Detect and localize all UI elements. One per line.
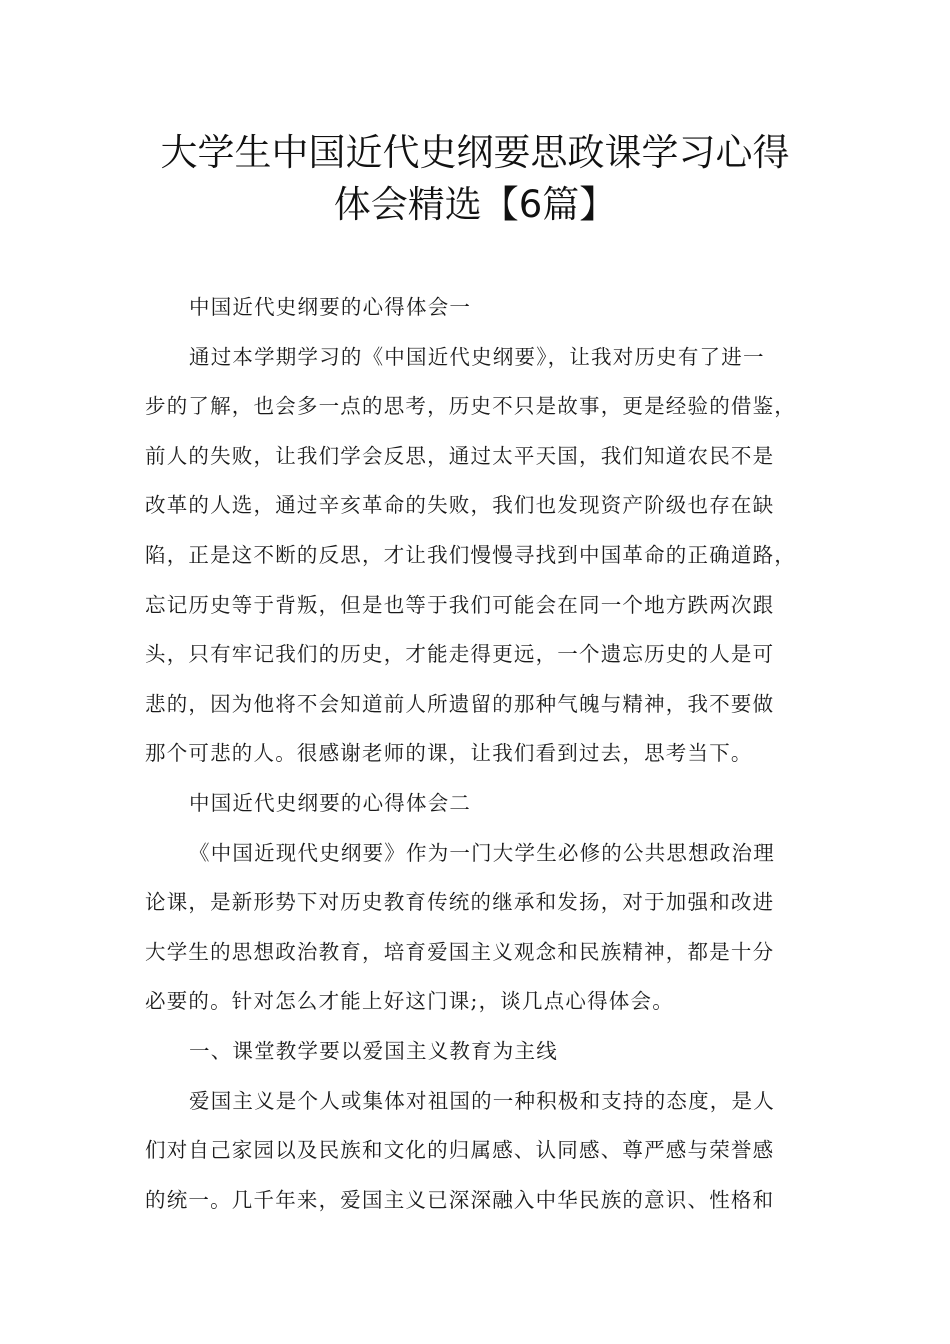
body-line: 那个可悲的人。很感谢老师的课，让我们看到过去，思考当下。 (145, 741, 753, 766)
body-line: 忘记历史等于背叛，但是也等于我们可能会在同一个地方跌两次跟 (145, 592, 775, 617)
body-line: 《中国近现代史纲要》作为一门大学生必修的公共思想政治理 (189, 840, 775, 865)
body-line: 改革的人选，通过辛亥革命的失败，我们也发现资产阶级也存在缺 (145, 493, 775, 518)
body-line: 通过本学期学习的《中国近代史纲要》，让我对历史有了进一 (189, 344, 765, 369)
document-title-line-1: 大学生中国近代史纲要思政课学习心得 (160, 131, 790, 174)
body-line: 头，只有牢记我们的历史，才能走得更远，一个遗忘历史的人是可 (145, 642, 775, 667)
document-body (145, 283, 825, 1225)
body-line: 们对自己家园以及民族和文化的归属感、认同感、尊严感与荣誉感 (145, 1138, 775, 1163)
body-line: 爱国主义是个人或集体对祖国的一种积极和支持的态度，是人 (189, 1088, 775, 1113)
body-line: 必要的。针对怎么才能上好这门课;，谈几点心得体会。 (145, 989, 674, 1014)
body-line: 步的了解，也会多一点的思考，历史不只是故事，更是经验的借鉴， (145, 394, 796, 419)
body-line: 前人的失败，让我们学会反思，通过太平天国，我们知道农民不是 (145, 443, 775, 468)
body-line: 中国近代史纲要的心得体会一 (189, 295, 472, 319)
body-line: 悲的，因为他将不会知道前人所遗留的那种气魄与精神，我不要做 (145, 691, 775, 716)
document-title-line-2: 体会精选【6篇】 (333, 183, 617, 226)
body-line: 中国近代史纲要的心得体会二 (189, 790, 472, 815)
body-line: 论课，是新形势下对历史教育传统的继承和发扬，对于加强和改进 (145, 890, 775, 915)
body-line: 大学生的思想政治教育，培育爱国主义观念和民族精神，都是十分 (145, 939, 775, 964)
body-line: 一、课堂教学要以爱国主义教育为主线 (189, 1038, 558, 1063)
body-line: 陷，正是这不断的反思，才让我们慢慢寻找到中国革命的正确道路， (145, 542, 796, 567)
body-line: 的统一。几千年来，爱国主义已深深融入中华民族的意识、性格和 (145, 1187, 775, 1212)
